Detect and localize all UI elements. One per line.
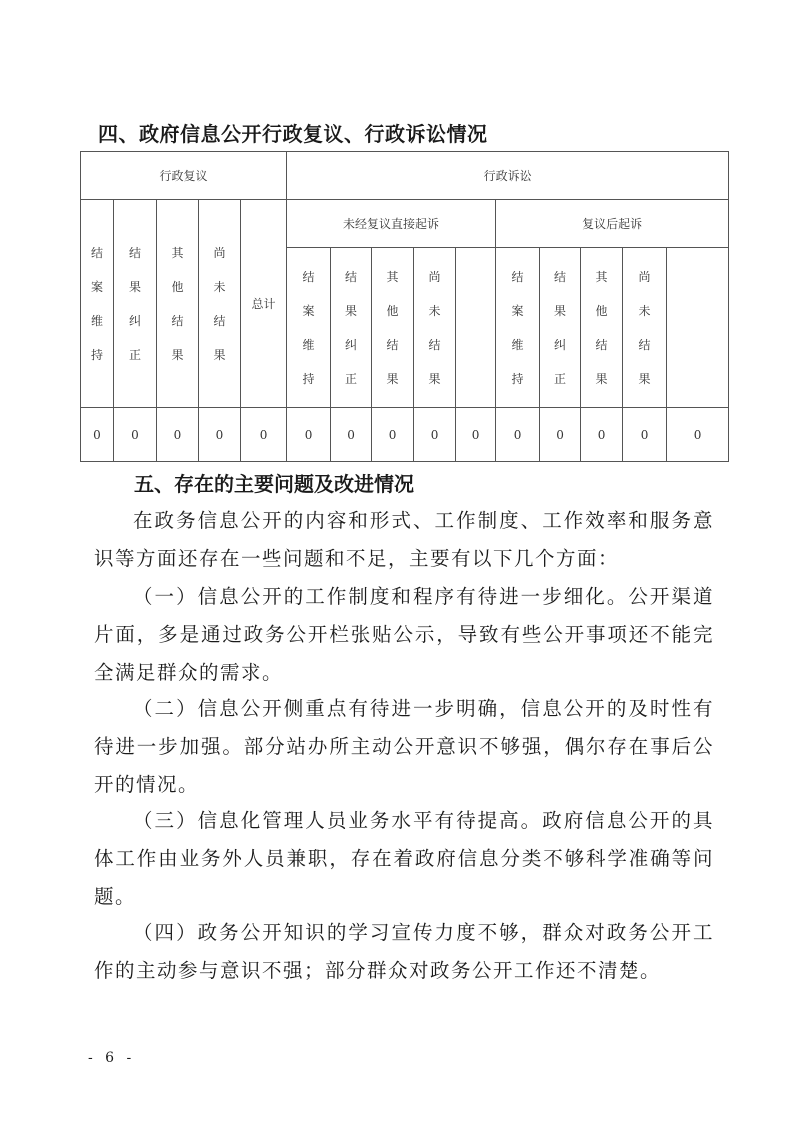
col-direct-upheld: 结案维持 [287,248,331,408]
value-cell: 0 [540,408,581,462]
value-cell: 0 [199,408,241,462]
col-after-total [667,248,729,408]
value-cell: 0 [496,408,540,462]
value-cell: 0 [331,408,372,462]
col-after-other: 其他结果 [581,248,623,408]
value-cell: 0 [372,408,414,462]
value-cell: 0 [667,408,729,462]
paragraph-issue-4: （四）政务公开知识的学习宣传力度不够，群众对政务公开工作的主动参与意识不强；部分群众对政务公开工作还不清楚。 [94,921,714,982]
col-direct-other: 其他结果 [372,248,414,408]
value-cell: 0 [456,408,496,462]
paragraph-issue-3: （三）信息化管理人员业务水平有待提高。政府信息公开的具体工作由业务外人员兼职，存在着政府信息分类不够科学准确等问题。 [94,809,714,908]
paragraph-issue-1: （一）信息公开的工作制度和程序有待进一步细化。公开渠道片面，多是通过政务公开栏张贴公示，导致有些公开事项还不能完全满足群众的需求。 [94,585,714,684]
col-after-pending: 尚未结果 [623,248,667,408]
paragraph-intro: 在政务信息公开的内容和形式、工作制度、工作效率和服务意识等方面还存在一些问题和不足，主要有以下几个方面： [94,509,714,570]
col-review-total: 总计 [241,200,287,408]
value-cell: 0 [241,408,287,462]
header-admin-review: 行政复议 [81,152,287,200]
header-after-review-suit: 复议后起诉 [496,200,729,248]
review-litigation-table [80,151,729,462]
col-direct-pending: 尚未结果 [414,248,456,408]
col-direct-total [456,248,496,408]
col-review-pending: 尚未结果 [199,200,241,408]
col-after-corrected: 结果纠正 [540,248,581,408]
col-direct-corrected: 结果纠正 [331,248,372,408]
col-after-upheld: 结案维持 [496,248,540,408]
col-review-corrected: 结果纠正 [114,200,157,408]
section-5-heading: 五、存在的主要问题及改进情况 [134,472,414,496]
col-review-other: 其他结果 [157,200,199,408]
col-review-upheld: 结案维持 [81,200,114,408]
value-cell: 0 [81,408,114,462]
value-cell: 0 [157,408,199,462]
value-cell: 0 [581,408,623,462]
page-number: - 6 - [88,1050,136,1066]
value-cell: 0 [287,408,331,462]
value-cell: 0 [114,408,157,462]
header-admin-litigation: 行政诉讼 [287,152,729,200]
value-cell: 0 [414,408,456,462]
section-4-heading: 四、政府信息公开行政复议、行政诉讼情况 [98,122,488,146]
header-direct-suit: 未经复议直接起诉 [287,200,496,248]
value-cell: 0 [623,408,667,462]
paragraph-issue-2: （二）信息公开侧重点有待进一步明确，信息公开的及时性有待进一步加强。部分站办所主动公开意识不够强，偶尔存在事后公开的情况。 [94,697,714,796]
